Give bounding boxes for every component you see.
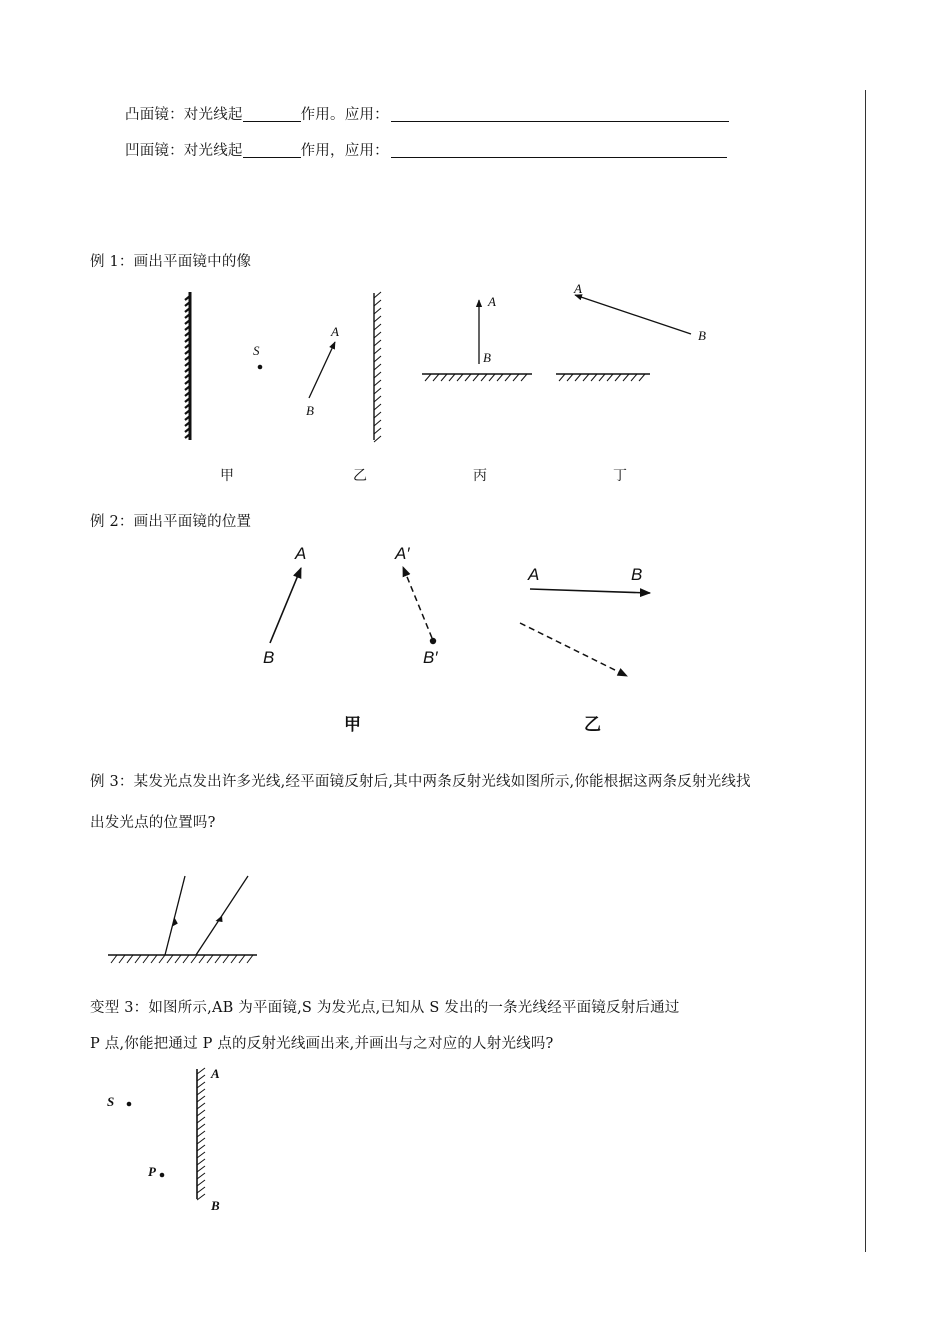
point-s-label: S <box>253 343 260 358</box>
caption-ding: 丁 <box>613 468 627 484</box>
caption-jia: 甲 <box>220 468 234 484</box>
var3-p-label: P <box>148 1164 156 1179</box>
concave-mid: 作用，应用： <box>300 143 389 159</box>
example-3-line-1: 例 3：某发光点发出许多光线,经平面镜反射后,其中两条反射光线如图所示,你能根据这两条反射光线找 <box>90 774 751 790</box>
var3-p-dot <box>160 1173 165 1178</box>
bing-b-label: B <box>483 350 491 365</box>
yi-b-label: B <box>306 403 314 418</box>
caption-yi: 乙 <box>353 468 367 484</box>
example-2-title: 例 2：画出平面镜的位置 <box>90 514 252 530</box>
bing-a-label: A <box>488 294 496 309</box>
ding-a-label: A <box>574 281 582 296</box>
var3-s-label: S <box>107 1094 115 1109</box>
ex2-b-label: B <box>263 648 275 667</box>
ex2-caption-yi: 乙 <box>584 715 601 735</box>
mirror-var3 <box>197 1068 205 1200</box>
concave-prefix: 凹面镜：对光线起 <box>125 143 243 159</box>
var3-a-label: A <box>211 1066 220 1081</box>
ex2-yi-b-label: B <box>631 565 643 584</box>
var3-s-dot <box>127 1102 132 1107</box>
var3-b-label: B <box>211 1198 220 1213</box>
ex2-a-prime-label: A′ <box>395 544 410 563</box>
caption-bing: 丙 <box>473 468 487 484</box>
variant-3-line-2: P 点,你能把通过 P 点的反射光线画出来,并画出与之对应的人射光线吗? <box>90 1036 554 1052</box>
ding-b-label: B <box>698 328 706 343</box>
yi-a-label: A <box>331 324 339 339</box>
example-1-title: 例 1：画出平面镜中的像 <box>90 254 252 270</box>
example-3-line-2: 出发光点的位置吗? <box>90 815 216 831</box>
ex2-caption-jia: 甲 <box>344 715 361 735</box>
ex2-b-prime-label: B′ <box>423 648 438 667</box>
convex-prefix: 凸面镜：对光线起 <box>125 107 243 123</box>
variant-3-line-1: 变型 3：如图所示,AB 为平面镜,S 为发光点,已知从 S 发出的一条光线经平面镜反射后通过 <box>90 1000 680 1016</box>
ex2-yi-a-label: A <box>528 565 540 584</box>
ex2-a-label: A <box>295 544 307 563</box>
convex-mid: 作用。应用： <box>300 107 389 123</box>
